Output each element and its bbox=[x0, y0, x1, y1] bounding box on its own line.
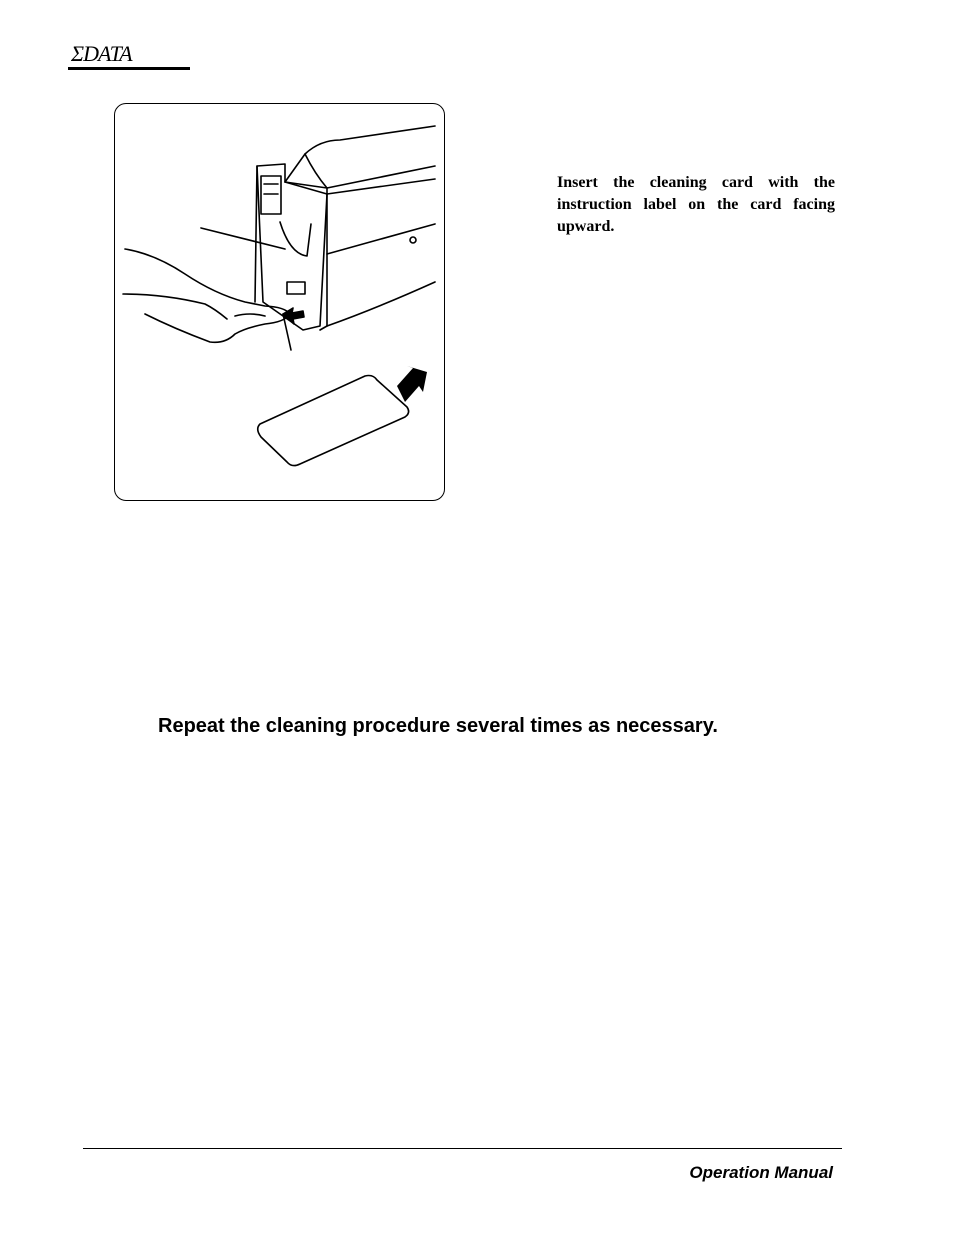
footer-title: Operation Manual bbox=[689, 1163, 833, 1182]
cleaning-card-figure bbox=[114, 103, 445, 501]
cleaning-card-illustration bbox=[258, 376, 409, 466]
logo-underline bbox=[68, 67, 190, 70]
brand-logo bbox=[68, 40, 190, 72]
insert-arrow-icon bbox=[397, 366, 427, 402]
leader-line-ribbon bbox=[201, 228, 285, 249]
repeat-note: Repeat the cleaning procedure several times as necessary. bbox=[158, 715, 718, 737]
logo-text: ΣDATA bbox=[71, 41, 132, 66]
printer-illustration bbox=[255, 126, 435, 330]
footer-divider bbox=[83, 1148, 842, 1149]
figure-drawing bbox=[115, 104, 444, 500]
instruction-text: Insert the cleaning card with the instruction label on the card facing upward. bbox=[557, 174, 835, 235]
